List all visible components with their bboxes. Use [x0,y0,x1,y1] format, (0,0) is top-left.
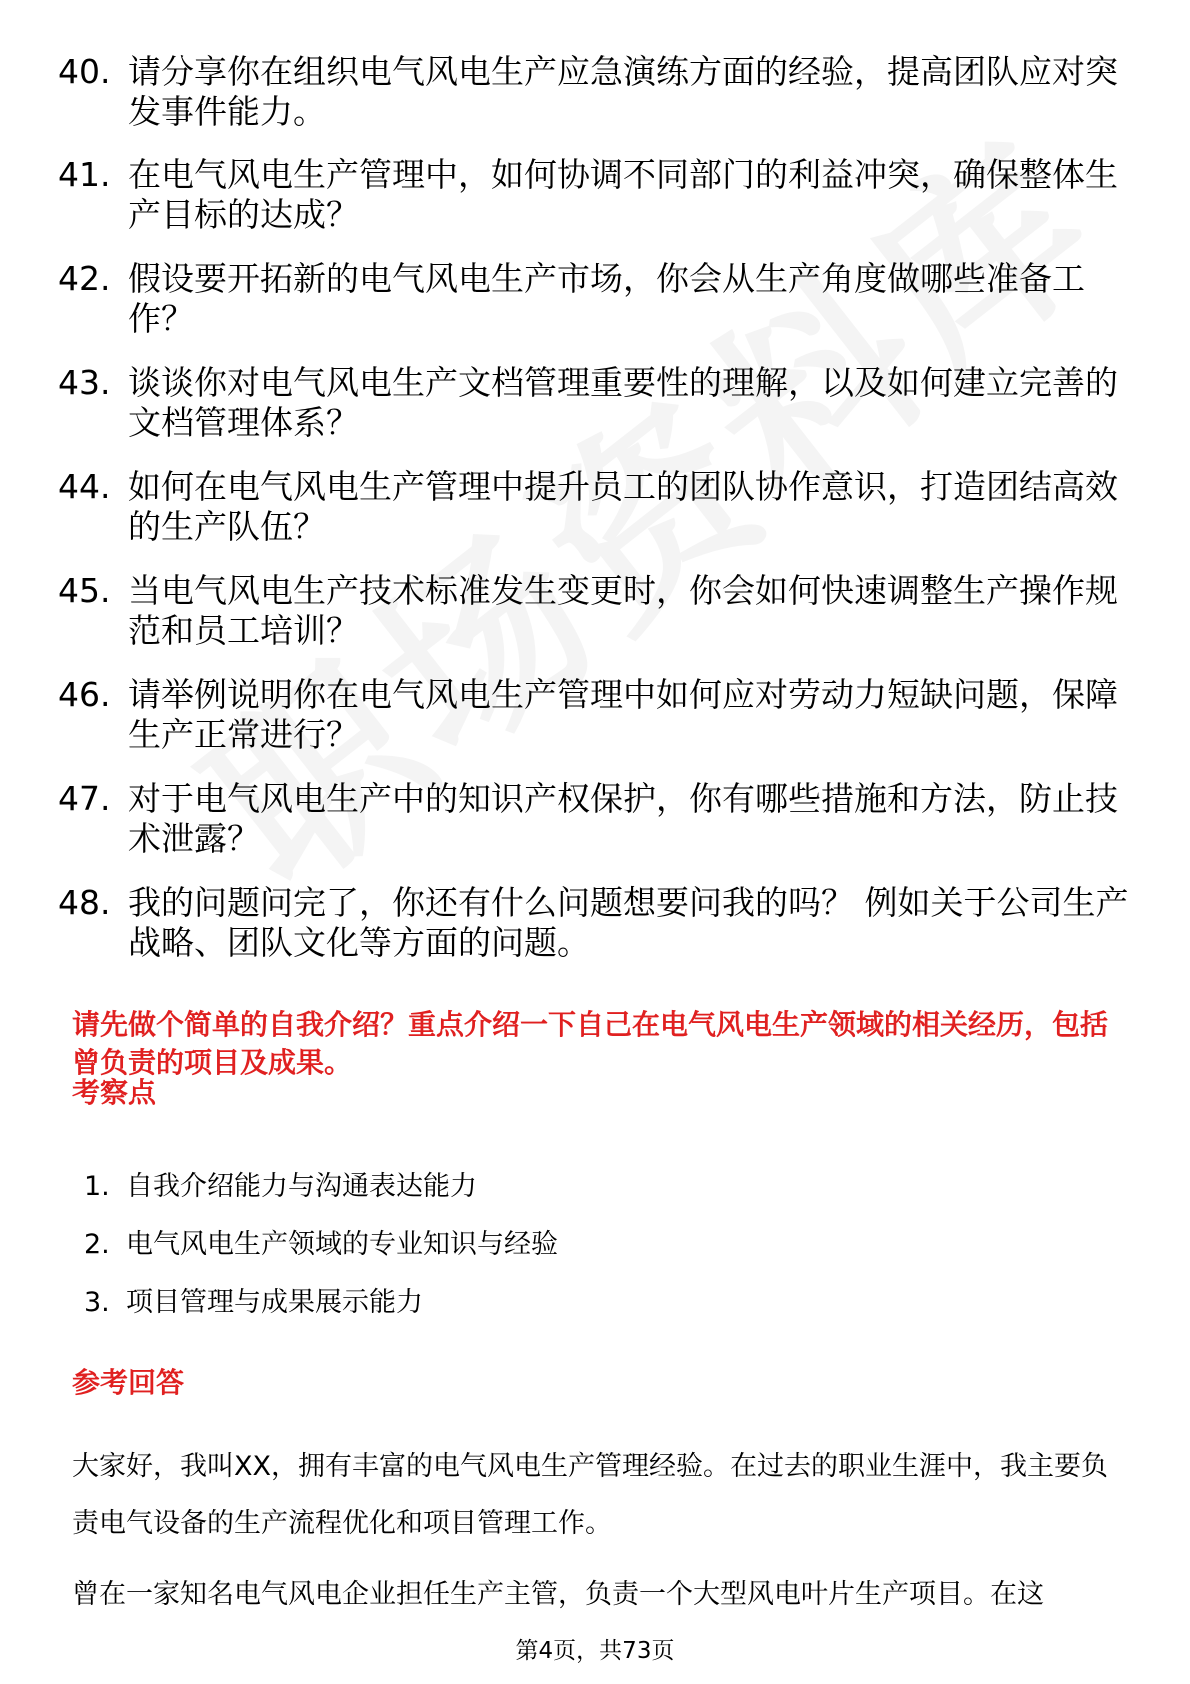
list-item [84,1286,1084,1320]
reference-heading: 参考回答 [72,1366,185,1399]
assessment-points [84,1170,1084,1344]
question-item [58,467,1138,547]
point-text: 电气风电生产领域的专业知识与经验 [126,1229,558,1260]
question-item [58,52,1138,132]
answer-paragraph: 大家好，我叫XX，拥有丰富的电气风电生产管理经验。在过去的职业生涯中，我主要负责电气设备的生产流程优化和项目管理工作。 [72,1451,1108,1539]
question-text: 在电气风电生产管理中，如何协调不同部门的利益冲突，确保整体生产目标的达成？ [128,155,1118,234]
question-number: 46. [58,675,111,714]
question-text: 对于电气风电生产中的知识产权保护，你有哪些措施和方法，防止技术泄露？ [128,779,1118,858]
question-number: 47. [58,779,111,818]
question-item [58,779,1138,859]
question-number: 42. [58,259,111,298]
point-number: 3. [84,1287,110,1318]
point-number: 1. [84,1171,110,1202]
question-list [58,52,1138,987]
page-footer: 第4页，共73页 [515,1638,675,1664]
list-item [84,1170,1084,1204]
question-number: 45. [58,571,111,610]
assessment-heading: 考察点 [72,1076,157,1109]
question-number: 40. [58,52,111,91]
question-text: 请举例说明你在电气风电生产管理中如何应对劳动力短缺问题，保障生产正常进行？ [128,675,1118,754]
question-item [58,259,1138,339]
question-text: 请分享你在组织电气风电生产应急演练方面的经验，提高团队应对突发事件能力。 [128,52,1118,131]
question-number: 43. [58,363,111,402]
question-number: 41. [58,155,111,194]
point-text: 自我介绍能力与沟通表达能力 [126,1171,477,1202]
answer-paragraph: 曾在一家知名电气风电企业担任生产主管，负责一个大型风电叶片生产项目。在这 [72,1579,1044,1610]
question-text: 假设要开拓新的电气风电生产市场，你会从生产角度做哪些准备工作？ [128,259,1085,338]
question-number: 44. [58,467,111,506]
question-item [58,155,1138,235]
list-item [84,1228,1084,1262]
question-item [58,675,1138,755]
question-text: 谈谈你对电气风电生产文档管理重要性的理解，以及如何建立完善的文档管理体系？ [128,363,1118,442]
question-text: 我的问题问完了，你还有什么问题想要问我的吗？ 例如关于公司生产战略、团队文化等方面的问题。 [128,883,1129,962]
question-text: 如何在电气风电生产管理中提升员工的团队协作意识，打造团结高效的生产队伍？ [128,467,1118,546]
point-text: 项目管理与成果展示能力 [126,1287,423,1318]
point-number: 2. [84,1229,110,1260]
question-text: 当电气风电生产技术标准发生变更时，你会如何快速调整生产操作规范和员工培训？ [128,571,1118,650]
question-item [58,883,1138,963]
question-number: 48. [58,883,111,922]
question-item [58,571,1138,651]
intro-question: 请先做个简单的自我介绍？重点介绍一下自己在电气风电生产领域的相关经历，包括曾负责的项目及成果。 [72,1008,1109,1079]
question-item [58,363,1138,443]
